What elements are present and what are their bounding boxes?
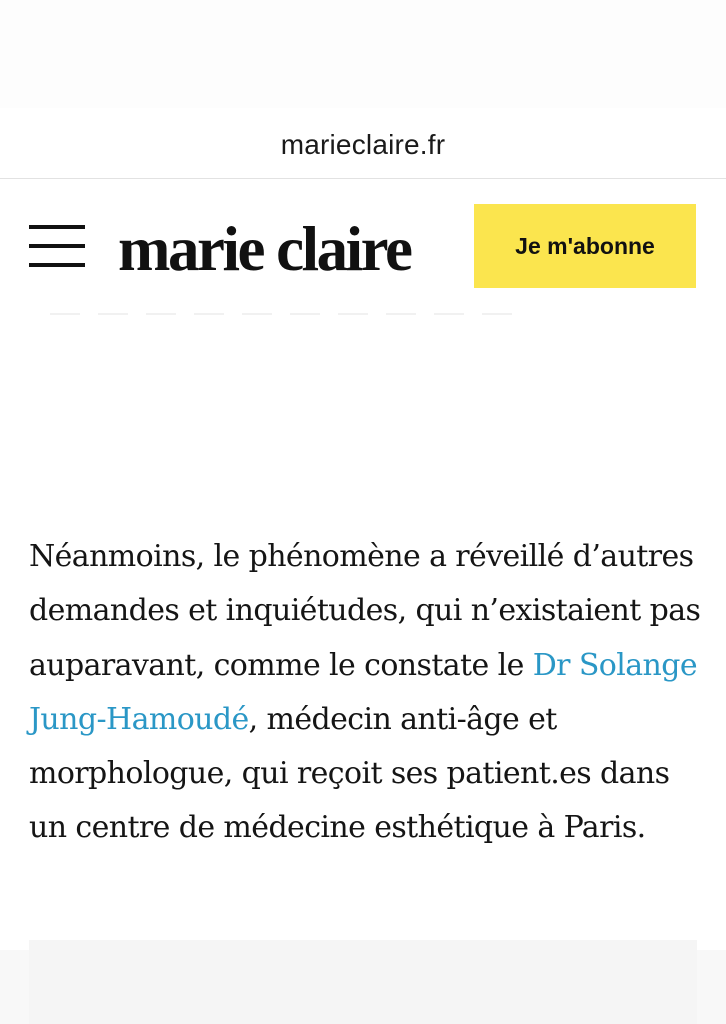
article-paragraph (29, 530, 701, 856)
next-content-block (29, 940, 697, 1024)
paragraph-text-end: , médecin anti-âge et morphologue, qui reçoit ses patient.es dans un centre de médecine esthétique à Paris. (29, 701, 670, 846)
hamburger-menu-icon[interactable] (29, 225, 85, 267)
menu-bar-line (29, 225, 85, 229)
paragraph-text-start: Néanmoins, le phénomène a réveillé d’autres demandes et inquiétudes, qui n’existaient pas auparavant, comme le constate le (29, 539, 701, 683)
url-text: marieclaire.fr (280, 129, 446, 160)
site-logo[interactable]: marie claire (118, 214, 411, 284)
site-header (0, 179, 726, 314)
menu-bar-line (29, 244, 85, 248)
browser-url-bar[interactable] (0, 108, 726, 179)
header-divider (50, 313, 530, 315)
subscribe-button[interactable]: Je m'abonne (474, 204, 696, 288)
menu-bar-line (29, 263, 85, 267)
doctor-profile-link[interactable]: Dr Solange Jung-Hamoudé (29, 647, 698, 737)
status-bar-area (0, 0, 726, 108)
